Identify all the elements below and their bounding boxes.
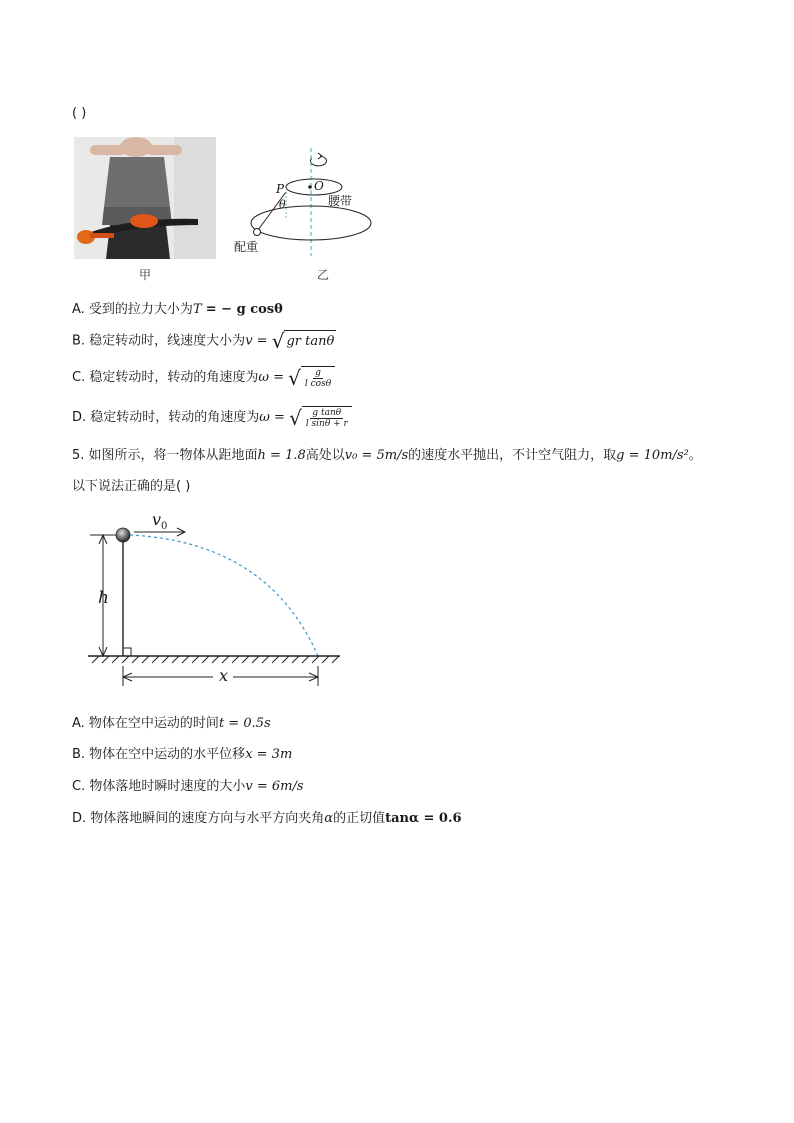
label-v0 <box>152 510 167 532</box>
option-c-num: g <box>315 368 321 378</box>
q4-option-c <box>72 366 335 389</box>
q5-text-b: 高处以 <box>305 448 345 463</box>
label-weight: 配重 <box>234 240 259 254</box>
option-d-den: l sinθ + r <box>305 419 348 429</box>
q5-option-b-text: B. 物体在空中运动的水平位移 <box>72 747 246 762</box>
ball <box>116 528 130 542</box>
q5-text-d: 。 <box>688 448 702 463</box>
weight-ball <box>254 229 261 236</box>
option-b-text: B. 稳定转动时，线速度大小为 <box>72 333 246 349</box>
trajectory <box>130 535 318 656</box>
option-d-sqrt: √ $\frac{\text{g tanθ}}{\text{l sinθ + r}}$ <box>289 406 352 429</box>
rotation-arrow-icon <box>311 156 327 166</box>
person-hula-hoop-photo <box>74 137 216 259</box>
q4-option-b <box>72 330 336 352</box>
option-a-text: A. 受到的拉力大小为 <box>72 302 193 317</box>
label-x: x <box>219 666 229 685</box>
diagram-caption: 乙 <box>317 268 330 282</box>
option-c-text: C. 稳定转动时，转动的角速度为 <box>72 370 259 385</box>
q5-h-value: h = 1.8 <box>257 448 306 463</box>
question-paren: ( ) <box>72 106 87 121</box>
option-b-formula-left: v = <box>245 333 268 349</box>
q5-option-d-formula: tanα = 0.6 <box>385 811 462 826</box>
q5-g-value: g = 10m/s² <box>616 448 689 463</box>
q5-v0-value: v₀ = 5m/s <box>344 448 409 463</box>
q5-stem-line2: 以下说法正确的是( ) <box>72 479 191 494</box>
q4-option-d <box>72 406 352 429</box>
label-O: O <box>314 179 324 193</box>
option-a-formula-left: T <box>192 302 202 317</box>
projectile-diagram <box>88 508 348 693</box>
label-theta: θ <box>279 198 286 211</box>
q5-option-a <box>72 714 271 734</box>
label-v0-main: v <box>152 510 162 529</box>
label-v0-sub: 0 <box>161 521 168 533</box>
projectile-diagram-svg <box>88 508 348 693</box>
q5-stem-line1 <box>72 446 702 466</box>
q5-text-a: 5. 如图所示，将一物体从距地面 <box>72 448 258 463</box>
option-b-radicand: gr tanθ <box>284 330 336 352</box>
q5-option-b-formula: x = 3m <box>245 747 293 762</box>
label-P: P <box>276 182 285 196</box>
hula-diagram <box>234 148 374 260</box>
q5-option-d-text2: 的正切值 <box>333 811 386 826</box>
option-c-formula-left: ω = <box>258 370 284 385</box>
option-b-sqrt: √ gr tanθ <box>271 329 335 353</box>
q5-option-a-text: A. 物体在空中运动的时间 <box>72 716 219 731</box>
q5-option-c-text: C. 物体落地时瞬时速度的大小 <box>72 779 246 794</box>
option-d-text: D. 稳定转动时，转动的角速度为 <box>72 410 260 425</box>
photo-figure <box>74 137 216 259</box>
photo-caption: 甲 <box>139 268 152 282</box>
option-d-num: g tanθ <box>312 408 342 418</box>
option-d-formula-left: ω = <box>259 410 285 425</box>
q5-option-d-text: D. 物体落地瞬间的速度方向与水平方向夹角 <box>72 811 325 826</box>
q5-option-c-formula: v = 6m/s <box>245 779 304 794</box>
q5-option-d-alpha: α <box>324 811 334 826</box>
option-c-sqrt: √ $\frac{g}{\text{l cosθ}}$ <box>288 366 335 389</box>
q5-option-d <box>72 809 462 829</box>
q5-option-a-formula: t = 0.5s <box>218 716 271 731</box>
label-h: h <box>98 588 109 608</box>
option-a-formula-right: = − g cosθ <box>205 302 283 317</box>
q5-text-c: 的速度水平抛出，不计空气阻力，取 <box>408 448 617 463</box>
q5-option-b <box>72 745 292 765</box>
q4-option-a <box>72 300 283 320</box>
q5-option-c <box>72 777 304 797</box>
option-c-den: l cosθ <box>304 379 332 389</box>
label-belt: 腰带 <box>328 194 353 208</box>
